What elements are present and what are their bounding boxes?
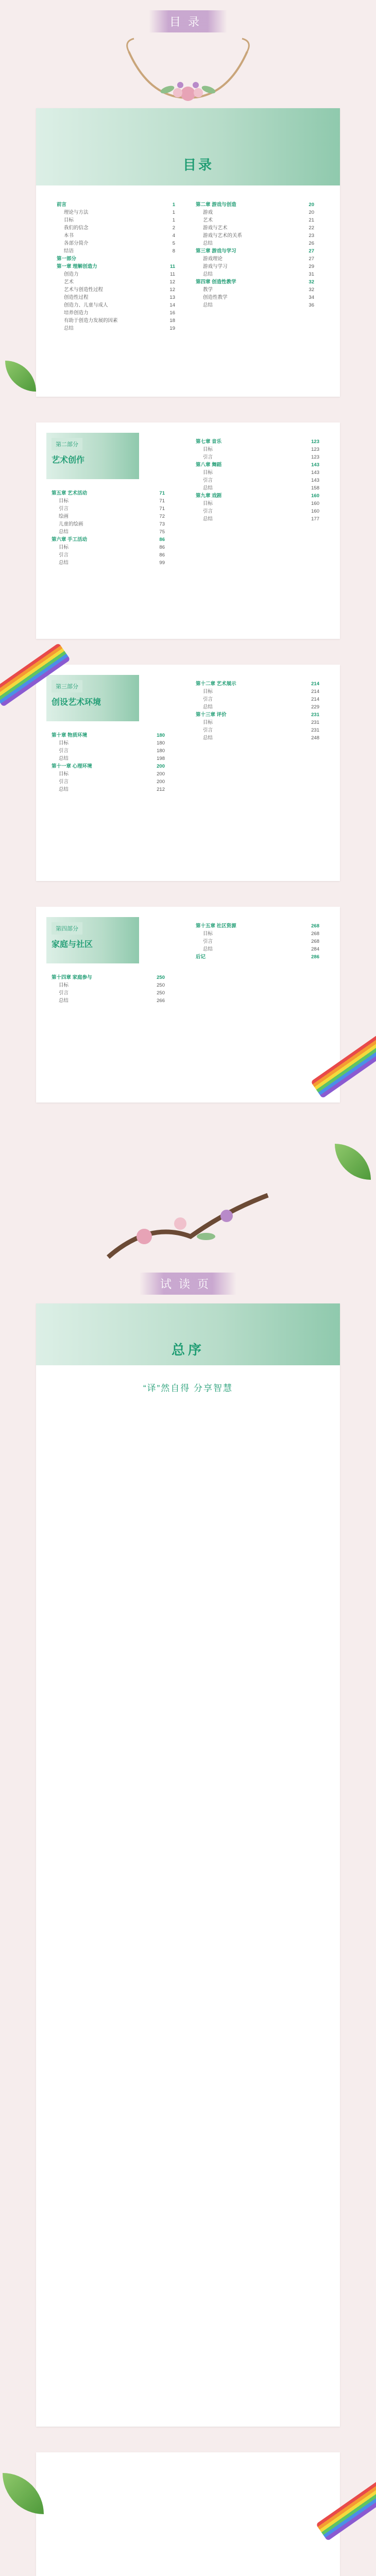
toc-entry-page: 1 (172, 210, 175, 215)
toc-entry-title: 游戏 (203, 210, 213, 215)
part2-right-column (196, 438, 319, 523)
toc-entry (57, 278, 175, 286)
toc-entry-title: 第三章 游戏与学习 (196, 248, 236, 254)
toc-entry (196, 945, 319, 953)
preface-page-1 (36, 1303, 340, 2427)
toc-entry-title: 第一章 理解创造力 (57, 264, 97, 269)
toc-entry-title: 第六章 手工活动 (52, 537, 88, 543)
toc-entry-page: 71 (159, 490, 165, 496)
toc-entry (57, 255, 175, 263)
toc-entry (196, 224, 314, 232)
toc-entry-page: 143 (311, 462, 319, 468)
toc-entry-page: 123 (311, 447, 319, 452)
toc-entry (57, 201, 175, 209)
toc-entry (196, 294, 314, 301)
toc-page-part4 (36, 907, 340, 1103)
toc-entry (52, 739, 165, 747)
toc-entry-title: 第十三章 评价 (196, 712, 227, 718)
toc-entry-title: 第十章 物质环境 (52, 733, 88, 738)
toc-entry-page: 180 (157, 748, 165, 754)
toc-entry (57, 317, 175, 325)
part4-left-column (52, 974, 165, 1005)
toc-entry-title: 游戏理论 (203, 256, 223, 262)
toc-entry (52, 497, 165, 505)
toc-entry-page: 250 (157, 982, 165, 988)
toc-entry-page: 11 (169, 264, 175, 269)
toc-entry-page: 123 (311, 439, 319, 445)
toc-entry (196, 469, 319, 477)
part3-title: 创设艺术环境 (52, 698, 101, 707)
toc-entry-page: 268 (311, 939, 319, 944)
toc-entry (196, 507, 319, 515)
toc-entry-page: 2 (172, 225, 175, 231)
toc-entry (52, 762, 165, 770)
toc-entry (196, 209, 314, 216)
toc-entry (57, 263, 175, 270)
toc-entry (52, 520, 165, 528)
preface-subtitle: “译”然自得 分享智慧 (143, 1383, 233, 1393)
toc-page-1 (36, 108, 340, 397)
toc-entry-page: 27 (309, 256, 314, 262)
toc-entry-title: 我们的信念 (64, 225, 89, 231)
toc-entry-title: 创造力 (64, 272, 79, 277)
toc-entry (52, 755, 165, 762)
toc-entry-page: 1 (172, 202, 175, 208)
toc-entry-page: 29 (309, 264, 314, 269)
part4-right-column (196, 922, 319, 961)
toc-entry-page: 160 (311, 501, 319, 506)
toc-entry (196, 688, 319, 696)
toc-entry-title: 引言 (59, 506, 69, 512)
toc-entry (57, 216, 175, 224)
toc-entry-page: 32 (309, 287, 314, 293)
toc-entry-page: 284 (311, 946, 319, 952)
toc-entry (52, 981, 165, 989)
toc-entry-title: 总结 (59, 560, 69, 566)
toc-entry (196, 240, 314, 247)
toc-entry-page: 180 (157, 740, 165, 746)
toc-entry-title: 第五章 艺术活动 (52, 490, 88, 496)
toc-entry-title: 目标 (203, 501, 213, 506)
toc-entry-title: 引言 (59, 552, 69, 558)
toc-page-part2 (36, 422, 340, 639)
toc-entry (196, 484, 319, 492)
toc-entry-title: 总结 (203, 485, 213, 491)
toc-entry-page: 250 (157, 990, 165, 996)
toc-entry (57, 209, 175, 216)
toc-entry-page: 86 (159, 552, 165, 558)
toc-entry-title: 总结 (64, 326, 74, 331)
toc-entry-page: 266 (157, 998, 165, 1004)
toc-entry (196, 696, 319, 703)
toc-entry-title: 第十五章 社区资源 (196, 923, 236, 929)
toc-entry-page: 123 (311, 454, 319, 460)
floral-wreath-decoration (118, 36, 258, 108)
leaf-decoration (335, 1144, 371, 1180)
toc-entry (52, 505, 165, 513)
toc-entry-title: 第二章 游戏与创造 (196, 202, 236, 208)
toc-entry-title: 儿童的绘画 (59, 521, 83, 527)
toc-entry-title: 第一部分 (57, 256, 77, 262)
toc-entry (196, 278, 314, 286)
toc-entry-title: 目标 (59, 545, 69, 550)
heading: 目录 (149, 10, 227, 32)
toc-entry-page: 158 (311, 485, 319, 491)
toc-entry (52, 559, 165, 567)
toc-entry-page: 26 (309, 241, 314, 246)
toc-entry-title: 创造力、儿童与成人 (64, 302, 108, 308)
toc-entry-title: 第十一章 心理环境 (52, 764, 92, 769)
toc-entry-title: 总结 (59, 787, 69, 792)
toc-entry-page: 71 (159, 498, 165, 504)
toc-entry (196, 201, 314, 209)
toc-entry-page: 200 (157, 779, 165, 785)
toc-left-column (57, 201, 175, 332)
toc-page-part3 (36, 665, 340, 881)
toc-entry-page: 23 (309, 233, 314, 239)
toc-header-band (36, 108, 340, 185)
toc-entry-title: 总结 (59, 529, 69, 535)
toc-entry (52, 778, 165, 786)
toc-entry (196, 938, 319, 945)
toc-entry-title: 总结 (203, 735, 213, 741)
toc-entry-page: 231 (311, 712, 319, 718)
toc-entry-page: 177 (311, 516, 319, 522)
toc-entry-page: 18 (169, 318, 175, 324)
toc-entry-page: 34 (309, 295, 314, 300)
toc-entry (196, 719, 319, 726)
toc-entry (52, 551, 165, 559)
toc-title: 目录 (183, 158, 214, 173)
toc-entry-title: 第七章 音乐 (196, 439, 222, 445)
toc-entry (57, 301, 175, 309)
toc-entry-page: 231 (311, 727, 319, 733)
branch-decoration (103, 1180, 273, 1267)
part3-right-column (196, 680, 319, 742)
part2-left-column (52, 489, 165, 567)
toc-entry-title: 游戏与艺术 (203, 225, 228, 231)
toc-entry-page: 73 (159, 521, 165, 527)
leaf-decoration (5, 361, 36, 392)
toc-entry-page: 1 (172, 217, 175, 223)
toc-entry (196, 286, 314, 294)
toc-entry-title: 引言 (59, 779, 69, 785)
toc-entry-page: 248 (311, 735, 319, 741)
toc-entry (52, 536, 165, 544)
part2-title: 艺术创作 (52, 456, 85, 465)
toc-entry (52, 989, 165, 997)
toc-entry-page: 198 (157, 756, 165, 761)
toc-entry-page: 22 (309, 225, 314, 231)
part4-title: 家庭与社区 (52, 940, 93, 949)
toc-entry-title: 绘画 (59, 514, 69, 519)
toc-entry-title: 本书 (64, 233, 74, 239)
toc-entry-page: 19 (169, 326, 175, 331)
toc-entry-page: 86 (159, 537, 165, 543)
toc-entry (196, 477, 319, 484)
toc-entry-title: 第八章 舞蹈 (196, 462, 222, 468)
toc-entry-title: 第十四章 家庭参与 (52, 975, 92, 980)
toc-entry-page: 11 (170, 272, 175, 277)
toc-entry-title: 引言 (203, 727, 213, 733)
trial-badge-wrap (0, 1273, 376, 1295)
toc-entry-title: 总结 (203, 946, 213, 952)
toc-entry-title: 引言 (203, 509, 213, 514)
toc-entry-title: 总结 (59, 756, 69, 761)
toc-entry-page: 36 (309, 302, 314, 308)
toc-entry-title: 目标 (203, 689, 213, 694)
preface-page-2 (36, 2452, 340, 2576)
toc-entry-title: 总结 (203, 302, 213, 308)
toc-entry (57, 270, 175, 278)
toc-entry-page: 268 (311, 931, 319, 937)
toc-entry-title: 引言 (203, 454, 213, 460)
preface-title: 总序 (171, 1343, 204, 1358)
toc-entry-title: 理论与方法 (64, 210, 89, 215)
toc-entry-title: 各部分简介 (64, 241, 89, 246)
toc-entry-title: 艺术与创造性过程 (64, 287, 104, 293)
toc-entry (52, 513, 165, 520)
toc-entry-page: 143 (311, 470, 319, 476)
toc-entry-title: 教学 (203, 287, 213, 293)
toc-entry (52, 489, 165, 497)
toc-entry-page: 268 (311, 923, 319, 929)
toc-entry (196, 930, 319, 938)
toc-entry-title: 游戏与学习 (203, 264, 228, 269)
toc-entry (57, 286, 175, 294)
toc-entry-page: 180 (157, 733, 165, 738)
toc-entry (196, 500, 319, 507)
toc-entry-page: 20 (309, 202, 314, 208)
toc-entry-title: 第十二章 艺术展示 (196, 681, 236, 687)
toc-entry-title: 总结 (59, 998, 69, 1004)
toc-entry-page: 229 (311, 704, 319, 710)
toc-entry (57, 232, 175, 240)
toc-entry-title: 引言 (203, 478, 213, 483)
toc-entry (196, 734, 319, 742)
trial-badge: 试读页 (140, 1273, 236, 1295)
toc-entry (196, 263, 314, 270)
toc-entry-page: 14 (169, 302, 175, 308)
toc-entry-title: 后记 (196, 954, 206, 960)
toc-entry-title: 结语 (64, 248, 74, 254)
toc-entry (52, 732, 165, 739)
toc-entry-page: 200 (157, 764, 165, 769)
toc-entry (57, 294, 175, 301)
toc-entry-title: 目标 (203, 470, 213, 476)
toc-entry-title: 目标 (59, 982, 69, 988)
toc-entry (196, 301, 314, 309)
toc-entry-title: 培养创造力 (64, 310, 89, 316)
toc-entry (196, 216, 314, 224)
header-banner (0, 10, 376, 32)
toc-entry-title: 目标 (59, 498, 69, 504)
toc-entry-title: 引言 (203, 697, 213, 702)
toc-entry (52, 997, 165, 1005)
toc-entry (196, 922, 319, 930)
toc-entry-page: 75 (159, 529, 165, 535)
part3-left-column (52, 732, 165, 793)
toc-entry (196, 247, 314, 255)
toc-entry (57, 240, 175, 247)
toc-entry (196, 680, 319, 688)
toc-entry-page: 231 (311, 720, 319, 725)
toc-entry-title: 引言 (59, 748, 69, 754)
toc-entry-title: 创造性教学 (203, 295, 228, 300)
toc-entry-title: 目标 (203, 931, 213, 937)
toc-entry-page: 99 (159, 560, 165, 566)
toc-entry-title: 创造性过程 (64, 295, 89, 300)
toc-entry-title: 总结 (203, 241, 213, 246)
toc-entry-title: 总结 (203, 272, 213, 277)
toc-entry (196, 515, 319, 523)
toc-entry (52, 974, 165, 981)
toc-entry (196, 711, 319, 719)
toc-entry-title: 引言 (203, 939, 213, 944)
toc-entry-page: 31 (309, 272, 314, 277)
toc-entry (196, 446, 319, 453)
part4-label: 第四部分 (52, 922, 82, 935)
toc-entry (196, 438, 319, 446)
toc-entry-page: 5 (172, 241, 175, 246)
toc-entry-page: 13 (169, 295, 175, 300)
toc-entry-page: 21 (309, 217, 314, 223)
toc-entry (52, 770, 165, 778)
toc-entry-title: 艺术 (203, 217, 213, 223)
toc-entry (196, 461, 319, 469)
toc-entry (196, 232, 314, 240)
toc-entry-title: 游戏与艺术的关系 (203, 233, 243, 239)
toc-entry-title: 目标 (64, 217, 74, 223)
toc-entry-title: 总结 (203, 704, 213, 710)
part3-label: 第三部分 (52, 680, 82, 692)
toc-entry-page: 160 (311, 509, 319, 514)
toc-entry (52, 786, 165, 793)
toc-entry-page: 160 (311, 493, 319, 499)
toc-entry-page: 72 (159, 514, 165, 519)
toc-entry (196, 726, 319, 734)
toc-entry-title: 目标 (203, 720, 213, 725)
toc-entry-page: 20 (309, 210, 314, 215)
toc-entry-title: 总结 (203, 516, 213, 522)
toc-entry-page: 214 (311, 689, 319, 694)
toc-entry (196, 255, 314, 263)
toc-entry-page: 86 (159, 545, 165, 550)
toc-entry-title: 目标 (59, 771, 69, 777)
toc-entry (57, 247, 175, 255)
toc-entry-page: 143 (311, 478, 319, 483)
toc-entry-title: 目标 (59, 740, 69, 746)
toc-entry-page: 286 (311, 954, 319, 960)
toc-entry (196, 703, 319, 711)
toc-entry-page: 214 (311, 697, 319, 702)
toc-entry (52, 747, 165, 755)
toc-entry-page: 27 (309, 248, 314, 254)
toc-entry-page: 16 (169, 310, 175, 316)
toc-entry-title: 有助于创造力发展的因素 (64, 318, 118, 324)
toc-entry-page: 8 (172, 248, 175, 254)
part2-label: 第二部分 (52, 438, 82, 450)
toc-entry (57, 325, 175, 332)
toc-entry-title: 目标 (203, 447, 213, 452)
toc-entry (52, 528, 165, 536)
toc-entry-page: 4 (172, 233, 175, 239)
toc-entry-page: 12 (169, 279, 175, 285)
toc-entry-page: 214 (311, 681, 319, 687)
toc-entry-title: 第九章 戏剧 (196, 493, 222, 499)
toc-entry-page: 71 (159, 506, 165, 512)
toc-entry-title: 第四章 创造性教学 (196, 279, 236, 285)
toc-entry-page: 200 (157, 771, 165, 777)
toc-entry (196, 953, 319, 961)
toc-entry-title: 引言 (59, 990, 69, 996)
toc-entry (196, 270, 314, 278)
toc-entry-page: 250 (157, 975, 165, 980)
toc-entry (196, 453, 319, 461)
toc-right-column (196, 201, 314, 309)
toc-entry-page: 212 (157, 787, 165, 792)
toc-entry (57, 309, 175, 317)
toc-entry-page: 32 (309, 279, 314, 285)
toc-entry (57, 224, 175, 232)
toc-entry (196, 492, 319, 500)
toc-entry (52, 544, 165, 551)
toc-entry-page: 12 (169, 287, 175, 293)
toc-entry-title: 前言 (57, 202, 67, 208)
toc-entry-title: 艺术 (64, 279, 74, 285)
